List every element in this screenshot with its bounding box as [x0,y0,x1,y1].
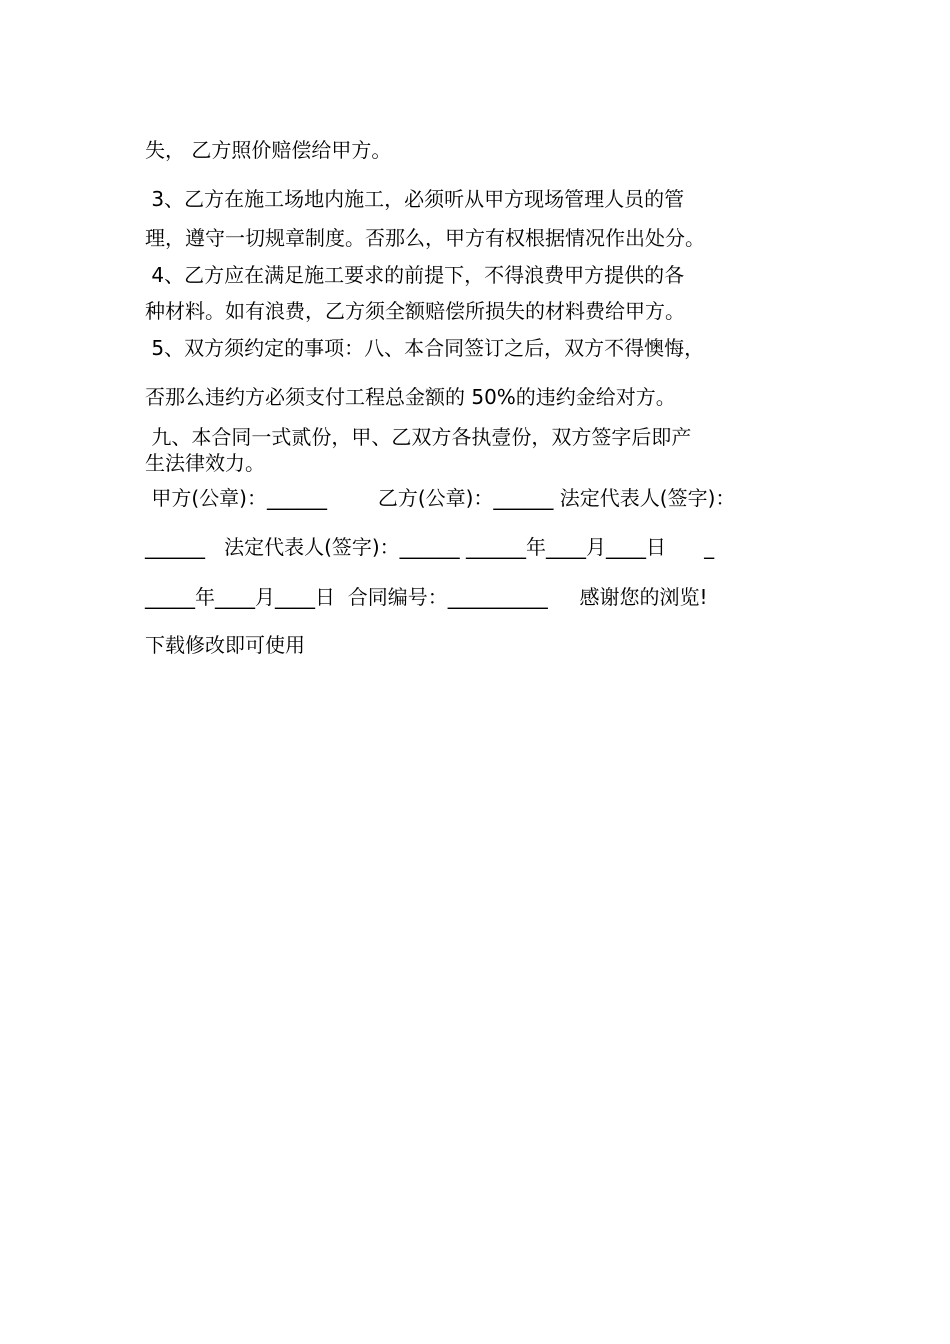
paragraph-line-4: 4、乙方应在满足施工要求的前提下，不得浪费甲方提供的各 [145,263,685,287]
paragraph-line-9: 生法律效力。 [145,451,265,475]
paragraph-line-7: 否那么违约方必须支付工程总金额的 50%的违约金给对方。 [145,385,676,409]
paragraph-line-6: 5、双方须约定的事项：八、本合同签订之后，双方不得懊悔， [145,336,705,360]
signature-line-3: _____年____月____日 合同编号：__________ 感谢您的浏览! [145,585,708,609]
signature-line-1: 甲方(公章)：______ 乙方(公章)：______ 法定代表人(签字)： [145,486,736,510]
paragraph-line-5: 种材料。如有浪费，乙方须全额赔偿所损失的材料费给甲方。 [145,299,685,323]
paragraph-line-2: 3、乙方在施工场地内施工，必须听从甲方现场管理人员的管 [145,187,685,211]
closing-line: 下载修改即可使用 [145,633,305,657]
paragraph-line-3: 理，遵守一切规章制度。否那么，甲方有权根据情况作出处分。 [145,226,705,250]
paragraph-line-8: 九、本合同一式贰份，甲、乙双方各执壹份，双方签字后即产 [145,425,692,449]
paragraph-line-1: 失， 乙方照价赔偿给甲方。 [145,138,392,162]
signature-line-2: ______ 法定代表人(签字)：______ ______年____月____日 _ [145,535,715,559]
